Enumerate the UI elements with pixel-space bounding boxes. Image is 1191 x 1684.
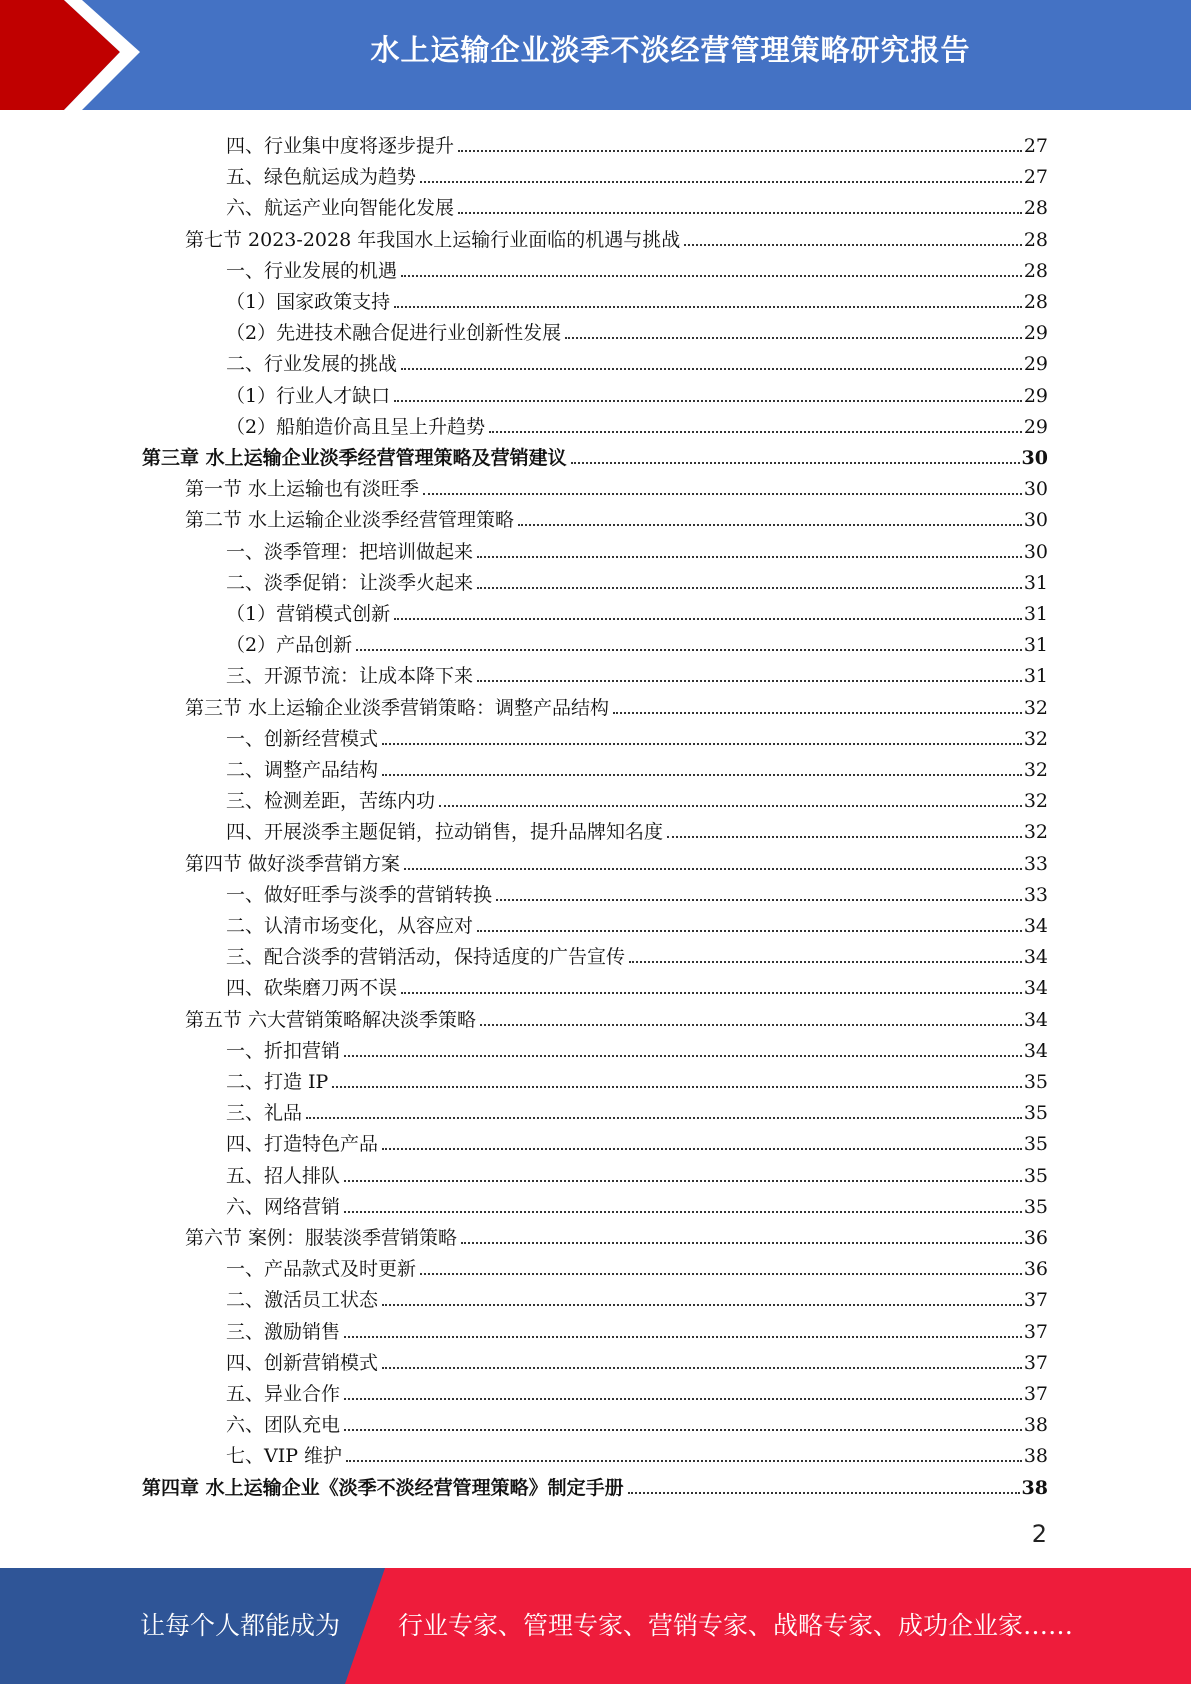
toc-entry-title: 四、砍柴磨刀两不误 bbox=[226, 977, 398, 999]
toc-entry-page: 34 bbox=[1023, 946, 1048, 968]
toc-entry[interactable] bbox=[226, 970, 1048, 1000]
toc-entry-page: 38 bbox=[1023, 1414, 1048, 1436]
toc-entry-title: 六、网络营销 bbox=[226, 1196, 341, 1218]
toc-entry-page: 31 bbox=[1023, 572, 1048, 594]
toc-entry-title: （2）船舶造价高且呈上升趋势 bbox=[226, 416, 486, 438]
toc-dot-leader bbox=[477, 556, 1022, 558]
toc-entry-title: 第四章 水上运输企业《淡季不淡经营管理策略》制定手册 bbox=[142, 1477, 624, 1499]
toc-dot-leader bbox=[423, 493, 1022, 495]
toc-dot-leader bbox=[382, 743, 1022, 745]
toc-entry-title: 三、配合淡季的营销活动，保持适度的广告宣传 bbox=[226, 946, 626, 968]
toc-entry-title: 一、做好旺季与淡季的营销转换 bbox=[226, 884, 493, 906]
toc-entry-title: 一、产品款式及时更新 bbox=[226, 1258, 417, 1280]
footer-slogan-left: 让每个人都能成为 bbox=[140, 1611, 341, 1640]
toc-dot-leader bbox=[420, 1273, 1022, 1275]
toc-entry[interactable] bbox=[226, 658, 1048, 688]
toc-entry-page: 29 bbox=[1023, 385, 1048, 407]
toc-entry-page: 35 bbox=[1023, 1102, 1048, 1124]
toc-entry[interactable] bbox=[185, 1220, 1048, 1250]
toc-dot-leader bbox=[344, 1398, 1022, 1400]
toc-entry[interactable] bbox=[226, 565, 1048, 595]
toc-entry[interactable] bbox=[185, 471, 1048, 501]
toc-dot-leader bbox=[404, 868, 1022, 870]
toc-entry[interactable] bbox=[226, 752, 1048, 782]
toc-entry[interactable] bbox=[226, 253, 1048, 283]
toc-entry[interactable] bbox=[226, 596, 1048, 626]
toc-dot-leader bbox=[477, 930, 1022, 932]
toc-entry-title: 二、激活员工状态 bbox=[226, 1289, 379, 1311]
page-number: 2 bbox=[1031, 1520, 1047, 1548]
toc-entry-page: 35 bbox=[1023, 1196, 1048, 1218]
toc-dot-leader bbox=[489, 431, 1022, 433]
toc-entry[interactable] bbox=[226, 877, 1048, 907]
toc-entry-page: 28 bbox=[1023, 260, 1048, 282]
toc-entry-title: 二、调整产品结构 bbox=[226, 759, 379, 781]
toc-entry-title: （1）国家政策支持 bbox=[226, 291, 391, 313]
toc-entry[interactable] bbox=[185, 222, 1048, 252]
toc-dot-leader bbox=[382, 1304, 1022, 1306]
toc-dot-leader bbox=[356, 649, 1022, 651]
toc-entry-page: 33 bbox=[1023, 853, 1048, 875]
toc-entry-page: 32 bbox=[1023, 821, 1048, 843]
toc-entry[interactable] bbox=[226, 1376, 1048, 1406]
toc-entry[interactable] bbox=[226, 378, 1048, 408]
toc-entry[interactable] bbox=[226, 939, 1048, 969]
toc-entry-title: 二、认清市场变化，从容应对 bbox=[226, 915, 474, 937]
toc-dot-leader bbox=[382, 1148, 1022, 1150]
toc-entry[interactable] bbox=[142, 1470, 1048, 1500]
toc-entry[interactable] bbox=[226, 1345, 1048, 1375]
toc-entry-page: 31 bbox=[1023, 603, 1048, 625]
toc-entry-page: 28 bbox=[1023, 229, 1048, 251]
toc-entry-page: 30 bbox=[1023, 541, 1048, 563]
toc-entry-page: 27 bbox=[1023, 135, 1048, 157]
toc-entry-page: 37 bbox=[1023, 1321, 1048, 1343]
toc-entry-title: 第一节 水上运输也有淡旺季 bbox=[185, 478, 420, 500]
toc-dot-leader bbox=[629, 961, 1022, 963]
toc-entry[interactable] bbox=[185, 502, 1048, 532]
toc-entry-page: 36 bbox=[1023, 1258, 1048, 1280]
toc-entry-title: 三、礼品 bbox=[226, 1102, 303, 1124]
toc-entry-title: 第六节 案例：服装淡季营销策略 bbox=[185, 1227, 458, 1249]
toc-entry-page: 32 bbox=[1023, 790, 1048, 812]
toc-entry[interactable] bbox=[226, 783, 1048, 813]
toc-entry[interactable] bbox=[185, 690, 1048, 720]
toc-entry-page: 29 bbox=[1023, 353, 1048, 375]
toc-entry[interactable] bbox=[226, 1126, 1048, 1156]
toc-entry-title: 第四节 做好淡季营销方案 bbox=[185, 853, 401, 875]
toc-entry-title: 二、行业发展的挑战 bbox=[226, 353, 398, 375]
toc-entry-page: 37 bbox=[1023, 1289, 1048, 1311]
toc-entry-page: 36 bbox=[1023, 1227, 1048, 1249]
toc-entry-page: 27 bbox=[1023, 166, 1048, 188]
toc-entry-title: 三、激励销售 bbox=[226, 1321, 341, 1343]
toc-dot-leader bbox=[518, 524, 1022, 526]
toc-dot-leader bbox=[477, 680, 1022, 682]
toc-entry-title: 一、创新经营模式 bbox=[226, 728, 379, 750]
toc-entry-page: 29 bbox=[1023, 416, 1048, 438]
toc-entry-title: （1）营销模式创新 bbox=[226, 603, 391, 625]
toc-entry-page: 37 bbox=[1023, 1383, 1048, 1405]
toc-entry[interactable] bbox=[142, 440, 1048, 470]
toc-entry-title: 四、打造特色产品 bbox=[226, 1133, 379, 1155]
toc-entry[interactable] bbox=[226, 190, 1048, 220]
toc-entry-page: 29 bbox=[1023, 322, 1048, 344]
toc-entry-title: 一、行业发展的机遇 bbox=[226, 260, 398, 282]
toc-dot-leader bbox=[344, 1055, 1022, 1057]
toc-entry[interactable] bbox=[226, 721, 1048, 751]
toc-entry-page: 35 bbox=[1023, 1165, 1048, 1187]
toc-entry-page: 30 bbox=[1023, 509, 1048, 531]
toc-entry[interactable] bbox=[226, 315, 1048, 345]
toc-entry-page: 34 bbox=[1023, 1040, 1048, 1062]
toc-entry-title: 七、VIP 维护 bbox=[226, 1445, 343, 1467]
toc-dot-leader bbox=[382, 774, 1022, 776]
toc-entry-title: 三、开源节流：让成本降下来 bbox=[226, 665, 474, 687]
toc-entry-title: 四、创新营销模式 bbox=[226, 1352, 379, 1374]
toc-dot-leader bbox=[613, 712, 1022, 714]
toc-entry-title: 五、异业合作 bbox=[226, 1383, 341, 1405]
toc-entry-title: 一、折扣营销 bbox=[226, 1040, 341, 1062]
toc-dot-leader bbox=[628, 1492, 1020, 1494]
toc-entry-page: 31 bbox=[1023, 665, 1048, 687]
toc-dot-leader bbox=[420, 181, 1022, 183]
toc-dot-leader bbox=[477, 587, 1022, 589]
toc-entry-page: 32 bbox=[1023, 759, 1048, 781]
toc-entry-page: 32 bbox=[1023, 728, 1048, 750]
toc-dot-leader bbox=[332, 1086, 1021, 1088]
header-red-arrow bbox=[0, 0, 120, 110]
toc-entry[interactable] bbox=[226, 1033, 1048, 1063]
toc-entry-page: 34 bbox=[1023, 977, 1048, 999]
toc-entry-title: 一、淡季管理：把培训做起来 bbox=[226, 541, 474, 563]
toc-entry-title: 第七节 2023-2028 年我国水上运输行业面临的机遇与挑战 bbox=[185, 229, 681, 251]
toc-dot-leader bbox=[394, 618, 1022, 620]
toc-entry-title: 六、航运产业向智能化发展 bbox=[226, 197, 455, 219]
toc-entry[interactable] bbox=[226, 409, 1048, 439]
toc-entry-title: 六、团队充电 bbox=[226, 1414, 341, 1436]
toc-entry-page: 31 bbox=[1023, 634, 1048, 656]
toc-entry-page: 35 bbox=[1023, 1071, 1048, 1093]
toc-entry-page: 33 bbox=[1023, 884, 1048, 906]
toc-dot-leader bbox=[496, 899, 1022, 901]
toc-entry[interactable] bbox=[226, 1407, 1048, 1437]
toc-dot-leader bbox=[461, 1242, 1022, 1244]
toc-entry-title: 五、绿色航运成为趋势 bbox=[226, 166, 417, 188]
toc-entry-page: 32 bbox=[1023, 697, 1048, 719]
toc-entry[interactable] bbox=[226, 1095, 1048, 1125]
toc-dot-leader bbox=[346, 1460, 1022, 1462]
toc-dot-leader bbox=[306, 1117, 1022, 1119]
toc-entry-title: 第三章 水上运输企业淡季经营管理策略及营销建议 bbox=[142, 447, 567, 469]
toc-entry-title: 四、开展淡季主题促销，拉动销售，提升品牌知名度 bbox=[226, 821, 664, 843]
toc-entry-page: 30 bbox=[1021, 447, 1048, 469]
toc-entry-title: （2）先进技术融合促进行业创新性发展 bbox=[226, 322, 562, 344]
toc-entry[interactable] bbox=[226, 1251, 1048, 1281]
toc-dot-leader bbox=[480, 1024, 1022, 1026]
toc-entry-title: 第五节 六大营销策略解决淡季策略 bbox=[185, 1009, 477, 1031]
toc-entry-page: 34 bbox=[1023, 1009, 1048, 1031]
toc-entry-title: （1）行业人才缺口 bbox=[226, 385, 391, 407]
toc-dot-leader bbox=[439, 805, 1022, 807]
page-header bbox=[0, 0, 1191, 110]
toc-dot-leader bbox=[382, 1367, 1022, 1369]
toc-dot-leader bbox=[401, 992, 1022, 994]
toc-entry[interactable] bbox=[226, 159, 1048, 189]
footer-slogan-right: 行业专家、管理专家、营销专家、战略专家、成功企业家…… bbox=[398, 1611, 1074, 1640]
toc-entry[interactable] bbox=[226, 627, 1048, 657]
toc-entry[interactable] bbox=[226, 128, 1048, 158]
toc-entry[interactable] bbox=[226, 1158, 1048, 1188]
toc-entry-title: 第二节 水上运输企业淡季经营管理策略 bbox=[185, 509, 515, 531]
toc-entry-page: 28 bbox=[1023, 197, 1048, 219]
toc-dot-leader bbox=[344, 1180, 1022, 1182]
toc-entry[interactable] bbox=[226, 908, 1048, 938]
toc-entry-title: 四、行业集中度将逐步提升 bbox=[226, 135, 455, 157]
toc-entry[interactable] bbox=[226, 1189, 1048, 1219]
toc-entry[interactable] bbox=[226, 1282, 1048, 1312]
toc-entry[interactable] bbox=[185, 1002, 1048, 1032]
toc-dot-leader bbox=[394, 306, 1022, 308]
toc-dot-leader bbox=[458, 212, 1022, 214]
toc-entry[interactable] bbox=[226, 1064, 1048, 1094]
toc-dot-leader bbox=[394, 400, 1022, 402]
toc-entry-title: （2）产品创新 bbox=[226, 634, 353, 656]
toc-entry-page: 38 bbox=[1023, 1445, 1048, 1467]
toc-dot-leader bbox=[344, 1211, 1022, 1213]
toc-entry[interactable] bbox=[226, 814, 1048, 844]
toc-dot-leader bbox=[684, 244, 1022, 246]
toc-entry[interactable] bbox=[226, 1314, 1048, 1344]
toc-dot-leader bbox=[667, 836, 1022, 838]
toc-entry-title: 五、招人排队 bbox=[226, 1165, 341, 1187]
toc-entry-title: 二、打造 IP bbox=[226, 1071, 329, 1093]
toc-entry-page: 37 bbox=[1023, 1352, 1048, 1374]
toc-entry-page: 38 bbox=[1021, 1477, 1048, 1499]
toc-dot-leader bbox=[571, 462, 1020, 464]
toc-entry[interactable] bbox=[226, 534, 1048, 564]
toc-entry-title: 第三节 水上运输企业淡季营销策略：调整产品结构 bbox=[185, 697, 610, 719]
toc-entry[interactable] bbox=[226, 1438, 1048, 1468]
toc-dot-leader bbox=[344, 1336, 1022, 1338]
toc-dot-leader bbox=[344, 1429, 1022, 1431]
toc-dot-leader bbox=[401, 275, 1022, 277]
toc-entry-page: 30 bbox=[1023, 478, 1048, 500]
page-footer bbox=[0, 1568, 1191, 1684]
header-arrow-shape bbox=[0, 0, 160, 110]
toc-entry-page: 34 bbox=[1023, 915, 1048, 937]
toc-entry-title: 三、检测差距，苦练内功 bbox=[226, 790, 436, 812]
toc-entry-page: 35 bbox=[1023, 1133, 1048, 1155]
toc-entry[interactable] bbox=[226, 284, 1048, 314]
toc-entry[interactable] bbox=[226, 346, 1048, 376]
toc-dot-leader bbox=[401, 368, 1022, 370]
toc-dot-leader bbox=[458, 150, 1022, 152]
toc-entry-title: 二、淡季促销：让淡季火起来 bbox=[226, 572, 474, 594]
toc-entry-page: 28 bbox=[1023, 291, 1048, 313]
report-title: 水上运输企业淡季不淡经营管理策略研究报告 bbox=[370, 33, 971, 67]
toc-dot-leader bbox=[565, 337, 1022, 339]
toc-entry[interactable] bbox=[185, 846, 1048, 876]
